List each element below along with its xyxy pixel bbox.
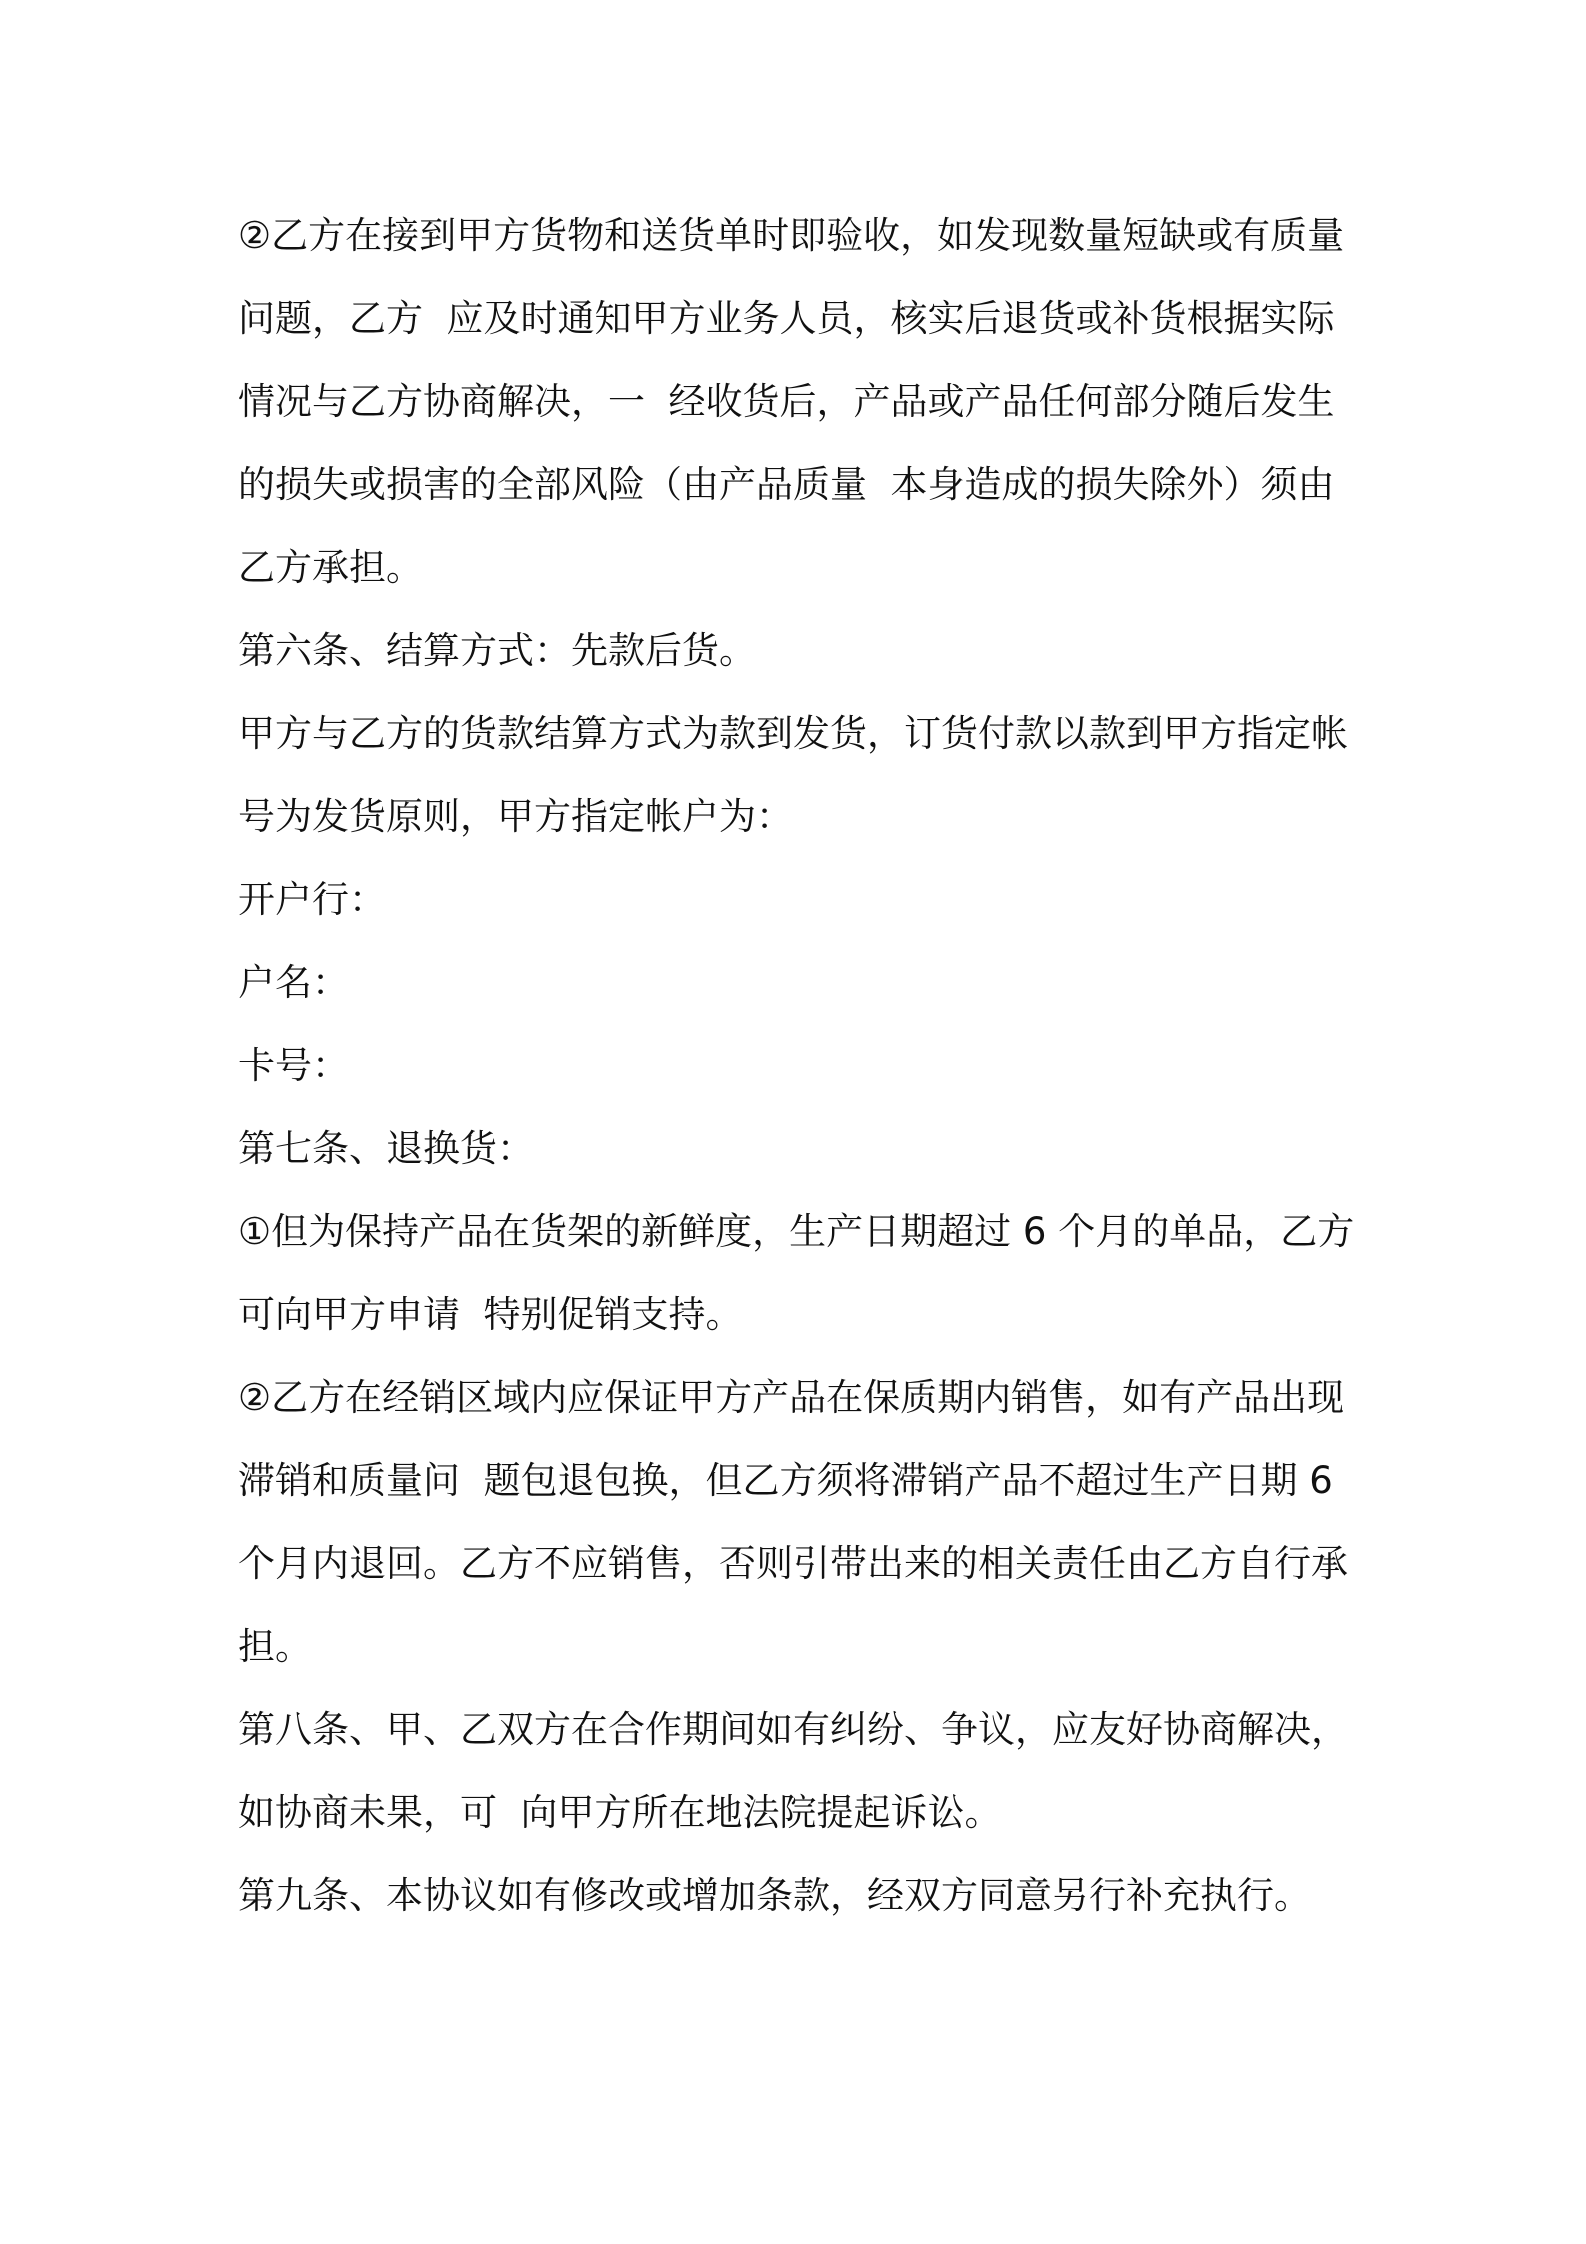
text-line: ②乙方在接到甲方货物和送货单时即验收，如发现数量短缺或有质量 (238, 214, 1345, 257)
text-line: 如协商未果，可 向甲方所在地法院提起诉讼。 (238, 1791, 1002, 1834)
section-heading: 第七条、退换货： (238, 1127, 534, 1170)
text-line: 情况与乙方协商解决，一 经收货后，产品或产品任何部分随后发生 (238, 380, 1335, 423)
text-line: 担。 (238, 1625, 312, 1668)
section-heading: 第九条、本协议如有修改或增加条款，经双方同意另行补充执行。 (238, 1874, 1311, 1917)
section-heading: 第八条、甲、乙双方在合作期间如有纠纷、争议，应友好协商解决， (238, 1708, 1348, 1751)
text-line: 个月内退回。乙方不应销售，否则引带出来的相关责任由乙方自行承 (238, 1542, 1348, 1585)
text-line: 乙方承担。 (238, 546, 423, 589)
section-heading: 第六条、结算方式：先款后货。 (238, 629, 756, 672)
text-line: ②乙方在经销区域内应保证甲方产品在保质期内销售，如有产品出现 (238, 1376, 1345, 1419)
text-line: ①但为保持产品在货架的新鲜度，生产日期超过 6 个月的单品，乙方 (238, 1210, 1355, 1253)
text-line: 可向甲方申请 特别促销支持。 (238, 1293, 743, 1336)
text-line: 号为发货原则，甲方指定帐户为： (238, 795, 793, 838)
text-line: 问题，乙方 应及时通知甲方业务人员，核实后退货或补货根据实际 (238, 297, 1335, 340)
text-line: 的损失或损害的全部风险（由产品质量 本身造成的损失除外）须由 (238, 463, 1335, 506)
account-name-label: 户名： (238, 961, 349, 1004)
bank-field-label: 开户行： (238, 878, 386, 921)
card-number-label: 卡号： (238, 1044, 349, 1087)
document-body (238, 194, 1378, 1937)
text-line: 甲方与乙方的货款结算方式为款到发货，订货付款以款到甲方指定帐 (238, 712, 1348, 755)
text-line: 滞销和质量问 题包退包换，但乙方须将滞销产品不超过生产日期 6 (238, 1459, 1333, 1502)
